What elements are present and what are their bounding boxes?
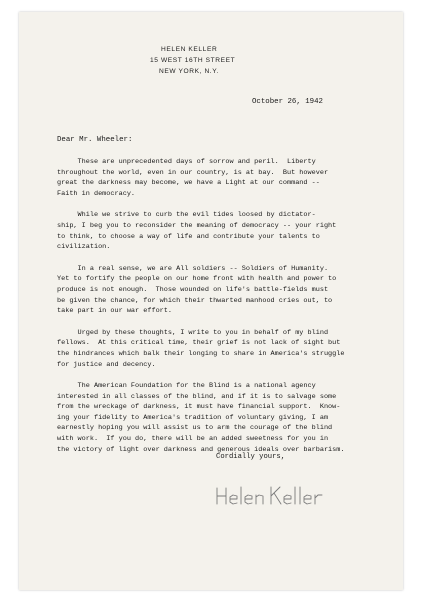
paragraph-line: These are unprecedented days of sorrow and peril. Liberty: [57, 158, 316, 166]
letter-date: October 26, 1942: [252, 98, 323, 106]
letter-paragraph: [57, 157, 367, 199]
paragraph-line: In a real sense, we are All soldiers -- Soldiers of Humanity.: [57, 264, 329, 273]
paragraph-line: Yet to fortify the people on our home front with health and power to: [57, 275, 337, 284]
paragraph-line: take part in our war effort.: [57, 307, 172, 316]
paragraph-line: for justice and decency.: [57, 360, 156, 369]
paragraph-line: fellows. At this critical time, their grief is not lack of sight but: [57, 339, 341, 348]
salutation: Dear Mr. Wheeler:: [57, 136, 133, 144]
paragraph-line: produce is not enough. Those wounded on life's battle-fields must: [57, 285, 329, 294]
closing: Cordially yours,: [216, 453, 286, 461]
letter-paragraph: [57, 210, 367, 252]
letterhead-street: 15 WEST 16TH STREET: [150, 57, 236, 64]
letterhead-name: HELEN KELLER: [161, 46, 218, 53]
paragraph-line: throughout the world, even in our country, is at bay. But however: [57, 168, 329, 177]
paragraph-line: the victory of light over darkness and generous ideals over barbarism.: [57, 445, 345, 454]
paragraph-line: Urged by these thoughts, I write to you in behalf of my blind: [57, 328, 329, 337]
paragraph-line: earnestly hoping you will assist us to arm the courage of the blind: [57, 424, 333, 433]
letter-paragraph: [57, 328, 367, 370]
paragraph-line: great the darkness may become, we have a Light at our command --: [57, 179, 320, 188]
paragraph-line: While we strive to curb the evil tides loosed by dictator-: [57, 211, 316, 220]
paragraph-line: to think, to choose a way of life and contribute your talents to: [57, 232, 320, 241]
letter-paragraph: [57, 264, 367, 317]
letterhead: [150, 44, 270, 77]
paragraph-line: The American Foundation for the Blind is a national agency: [57, 382, 316, 391]
paragraph-line: be given the chance, for which their thwarted manhood cries out, to: [57, 296, 333, 305]
paragraph-line: Faith in democracy.: [57, 189, 136, 198]
signature: [213, 480, 345, 510]
letter-paragraph: [57, 381, 367, 455]
letter-body: [57, 157, 367, 466]
paragraph-line: with work. If you do, there will be an added sweetness for you in: [57, 435, 329, 444]
paragraph-line: the hindrances which balk their longing to share in America's struggle: [57, 349, 345, 358]
paragraph-line: from the wreckage of darkness, it must have financial support. Know-: [57, 403, 341, 412]
paragraph-line: ship, I beg you to reconsider the meaning of democracy -- your right: [57, 221, 337, 230]
letterhead-city: NEW YORK, N.Y.: [159, 68, 219, 75]
paragraph-line: interested in all classes of the blind, and if it is to salvage some: [57, 392, 337, 401]
paragraph-line: ing your fidelity to America's tradition of voluntary giving, I am: [57, 413, 329, 422]
paragraph-line: civilization.: [57, 243, 111, 252]
